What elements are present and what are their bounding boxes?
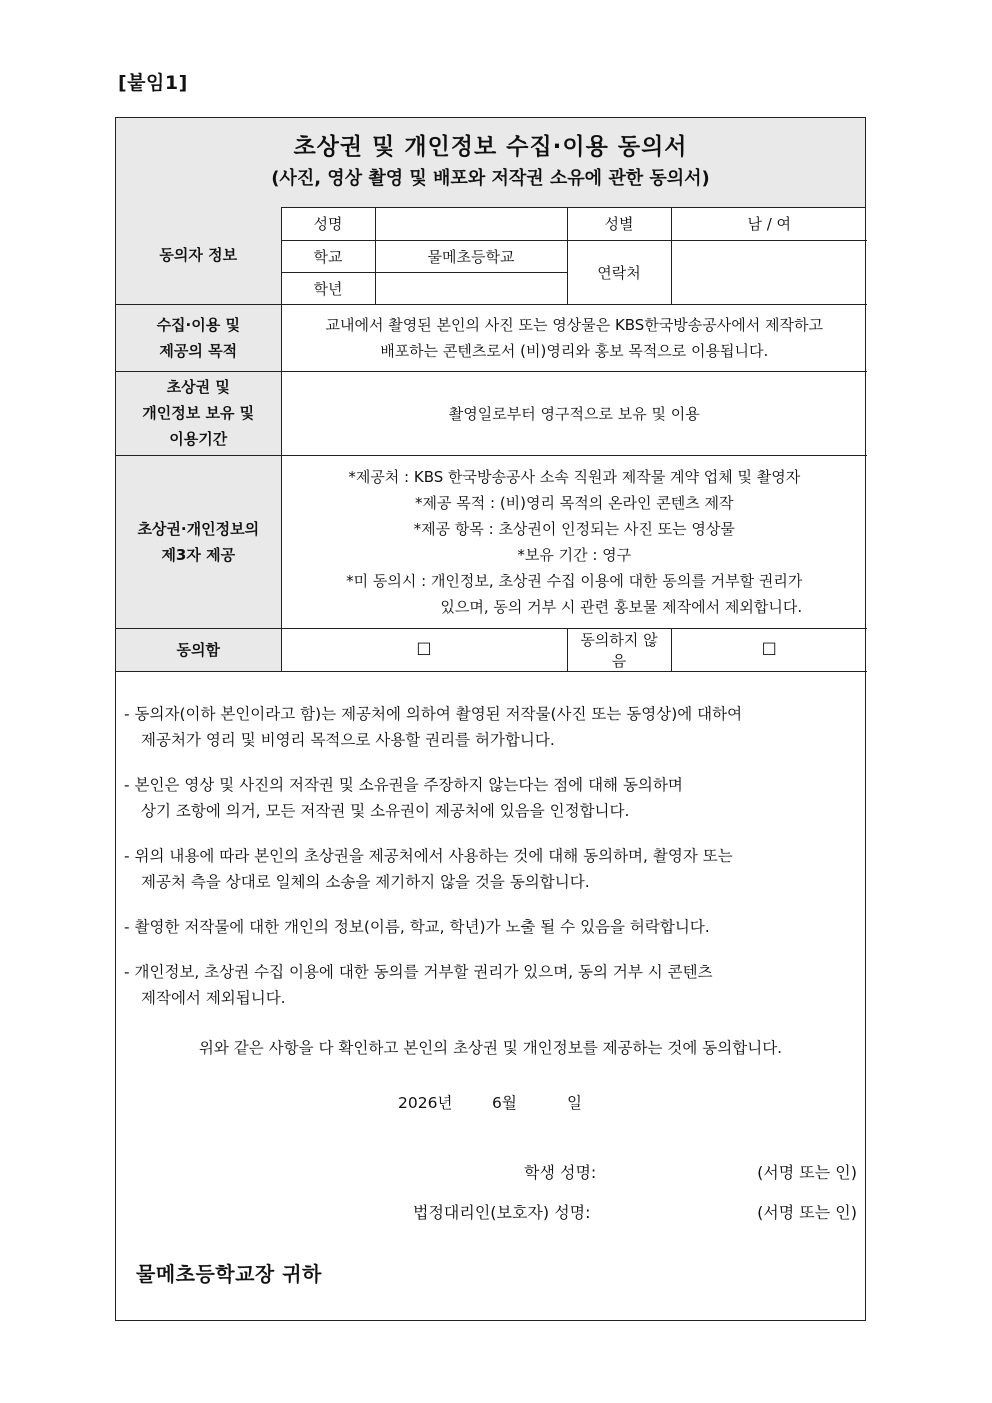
school-field[interactable]: 물메초등학교	[375, 240, 567, 272]
retention-heading-line: 이용기간	[169, 430, 228, 448]
term-line: - 동의자(이하 본인이라고 함)는 제공처에 의하여 촬영된 저작물(사진 또는 동영상)에 대하여	[124, 705, 743, 723]
contact-label: 연락처	[567, 240, 671, 304]
provision-recipient: *제공처 : KBS 한국방송공사 소속 직원과 제작물 계약 업체 및 촬영자	[348, 467, 801, 486]
date-year[interactable]: 2026년	[398, 1094, 453, 1112]
school-label: 학교	[281, 240, 375, 272]
third-party-heading-line: 제3자 제공	[161, 545, 236, 564]
closing-statement: 위와 같은 사항을 다 확인하고 본인의 초상권 및 개인정보를 제공하는 것에 동의합니다.	[198, 1039, 783, 1057]
terms-section	[124, 701, 857, 1030]
grade-field[interactable]	[375, 272, 567, 304]
attachment-label: [붙임1]	[118, 72, 188, 94]
third-party-heading	[116, 455, 281, 628]
disagree-checkbox[interactable]: ☐	[671, 628, 867, 671]
grade-label: 학년	[281, 272, 375, 304]
term-item	[124, 772, 857, 824]
consent-form	[115, 117, 866, 1321]
contact-field[interactable]	[671, 240, 867, 304]
student-name-label: 학생 성명:	[524, 1163, 597, 1182]
consenter-info-heading: 동의자 정보	[116, 207, 281, 304]
retention-heading-line: 개인정보 보유 및	[142, 404, 255, 422]
purpose-heading-line: 제공의 목적	[159, 341, 238, 360]
term-line: - 위의 내용에 따라 본인의 초상권을 제공처에서 사용하는 것에 대해 동의하며, 촬영자 또는	[124, 847, 733, 865]
term-item	[124, 959, 857, 1011]
purpose-heading	[116, 304, 281, 371]
agree-label: 동의함	[116, 628, 281, 671]
addressee: 물메초등학교장 귀하	[136, 1262, 322, 1286]
form-title: 초상권 및 개인정보 수집·이용 동의서	[293, 134, 688, 160]
term-line: 제공처가 영리 및 비영리 목적으로 사용할 권리를 허가합니다.	[141, 731, 555, 749]
purpose-text	[281, 304, 867, 371]
provision-retention: *보유 기간 : 영구	[517, 545, 632, 564]
purpose-heading-line: 수집·이용 및	[156, 315, 240, 334]
agree-checkbox[interactable]: ☐	[281, 628, 567, 671]
purpose-text-line: 교내에서 촬영된 본인의 사진 또는 영상물은 KBS한국방송공사에서 제작하고	[325, 315, 823, 334]
guardian-signature-field[interactable]: (서명 또는 인)	[757, 1203, 857, 1222]
gender-field[interactable]: 남 / 여	[671, 207, 867, 240]
guardian-name-label: 법정대리인(보호자) 성명:	[413, 1203, 591, 1222]
consent-info-table	[116, 207, 867, 672]
gender-label: 성별	[567, 207, 671, 240]
provision-items: *제공 항목 : 초상권이 인정되는 사진 또는 영상물	[413, 519, 735, 538]
third-party-heading-line: 초상권·개인정보의	[137, 519, 260, 538]
provision-purpose: *제공 목적 : (비)영리 목적의 온라인 콘텐츠 제작	[415, 493, 734, 512]
term-line: - 본인은 영상 및 사진의 저작권 및 소유권을 주장하지 않는다는 점에 대해 동의하며	[124, 776, 683, 794]
form-subtitle: (사진, 영상 촬영 및 배포와 저작권 소유에 관한 동의서)	[271, 168, 710, 189]
term-line: 상기 조항에 의거, 모든 저작권 및 소유권이 제공처에 있음을 인정합니다.	[141, 802, 630, 820]
date-day[interactable]: 일	[567, 1094, 582, 1112]
name-field[interactable]	[375, 207, 567, 240]
term-item	[124, 914, 857, 940]
provision-refusal: *미 동의시 : 개인정보, 초상권 수집 이용에 대한 동의를 거부할 권리가	[346, 571, 803, 590]
term-item	[124, 701, 857, 753]
name-label: 성명	[281, 207, 375, 240]
disagree-label: 동의하지 않음	[567, 628, 671, 671]
date-month[interactable]: 6월	[492, 1094, 517, 1112]
retention-heading-line: 초상권 및	[166, 378, 230, 396]
retention-text: 촬영일로부터 영구적으로 보유 및 이용	[281, 371, 867, 455]
provision-refusal-continued: 있으며, 동의 거부 시 관련 홍보물 제작에서 제외합니다.	[440, 597, 803, 616]
student-signature-field[interactable]: (서명 또는 인)	[757, 1163, 857, 1182]
purpose-text-line: 배포하는 콘텐츠로서 (비)영리와 홍보 목적으로 이용됩니다.	[380, 341, 769, 360]
term-line: - 개인정보, 초상권 수집 이용에 대한 동의를 거부할 권리가 있으며, 동의 거부 시 콘텐츠	[124, 963, 713, 981]
term-line: 제공처 측을 상대로 일체의 소송을 제기하지 않을 것을 동의합니다.	[141, 873, 590, 891]
term-item	[124, 843, 857, 895]
term-line: 제작에서 제외됩니다.	[141, 989, 286, 1007]
retention-heading	[116, 371, 281, 455]
term-line: - 촬영한 저작물에 대한 개인의 정보(이름, 학교, 학년)가 노출 될 수 있음을 허락합니다.	[124, 918, 710, 936]
title-box	[116, 118, 865, 208]
third-party-details	[281, 455, 867, 628]
